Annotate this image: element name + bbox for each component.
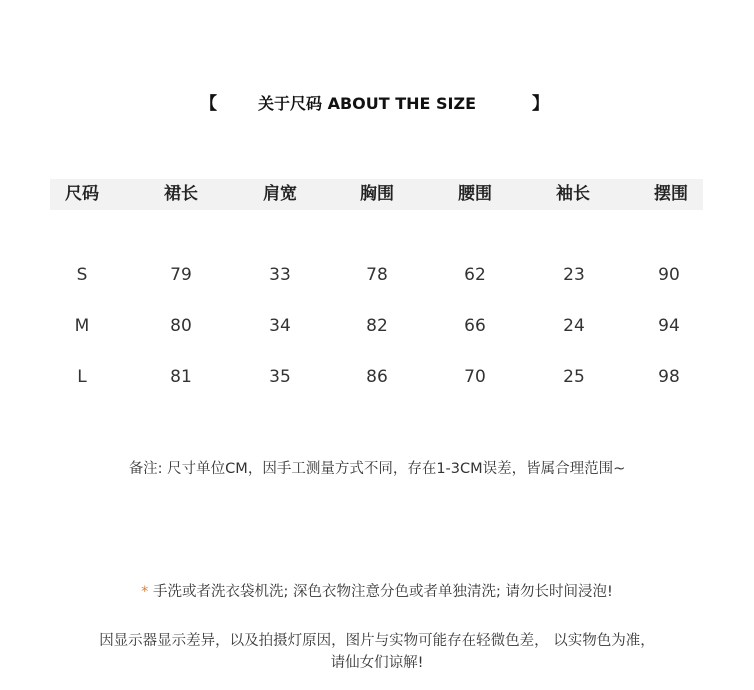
table-cell: L — [77, 367, 87, 387]
table-cell: 90 — [658, 265, 680, 285]
table-cell: 98 — [658, 367, 680, 387]
title-bracket-left: 【 — [200, 94, 217, 114]
table-row — [50, 313, 703, 339]
table-cell: 81 — [170, 367, 192, 387]
table-cell: 66 — [464, 316, 486, 336]
section-title — [0, 92, 754, 116]
disclaimer-line-1: 因显示器显示差异，以及拍摄灯原因，图片与实物可能存在轻微色差， 以实物色为准， — [99, 633, 655, 649]
care-instructions — [0, 581, 754, 603]
header-hem: 摆围 — [654, 184, 688, 204]
table-cell: 25 — [563, 367, 585, 387]
header-size: 尺码 — [65, 184, 99, 204]
table-row — [50, 364, 703, 390]
header-shoulder-width: 肩宽 — [263, 184, 297, 204]
table-cell: 34 — [269, 316, 291, 336]
table-cell: 70 — [464, 367, 486, 387]
table-cell: 78 — [366, 265, 388, 285]
table-cell: 79 — [170, 265, 192, 285]
table-cell: 24 — [563, 316, 585, 336]
table-cell: S — [76, 265, 88, 285]
size-note: 备注: 尺寸单位CM，因手工测量方式不同，存在1-3CM误差，皆属合理范围~ — [128, 461, 626, 477]
header-sleeve-length: 袖长 — [556, 184, 590, 204]
table-cell: 33 — [269, 265, 291, 285]
table-cell: 35 — [269, 367, 291, 387]
table-cell: 94 — [658, 316, 680, 336]
header-skirt-length: 裙长 — [164, 184, 198, 204]
table-cell: M — [74, 316, 90, 336]
asterisk-icon: * — [141, 584, 149, 600]
table-cell: 62 — [464, 265, 486, 285]
table-cell: 86 — [366, 367, 388, 387]
color-disclaimer — [60, 630, 694, 674]
table-cell: 82 — [366, 316, 388, 336]
table-row — [50, 262, 703, 288]
header-bust: 胸围 — [360, 184, 394, 204]
size-table-header — [50, 179, 703, 210]
table-cell: 80 — [170, 316, 192, 336]
title-text: 关于尺码 ABOUT THE SIZE — [258, 94, 477, 113]
header-waist: 腰围 — [458, 184, 492, 204]
title-bracket-right: 】 — [532, 94, 549, 114]
care-text: 手洗或者洗衣袋机洗; 深色衣物注意分色或者单独清洗; 请勿长时间浸泡! — [148, 584, 613, 600]
disclaimer-line-2: 请仙女们谅解! — [330, 655, 424, 671]
table-cell: 23 — [563, 265, 585, 285]
